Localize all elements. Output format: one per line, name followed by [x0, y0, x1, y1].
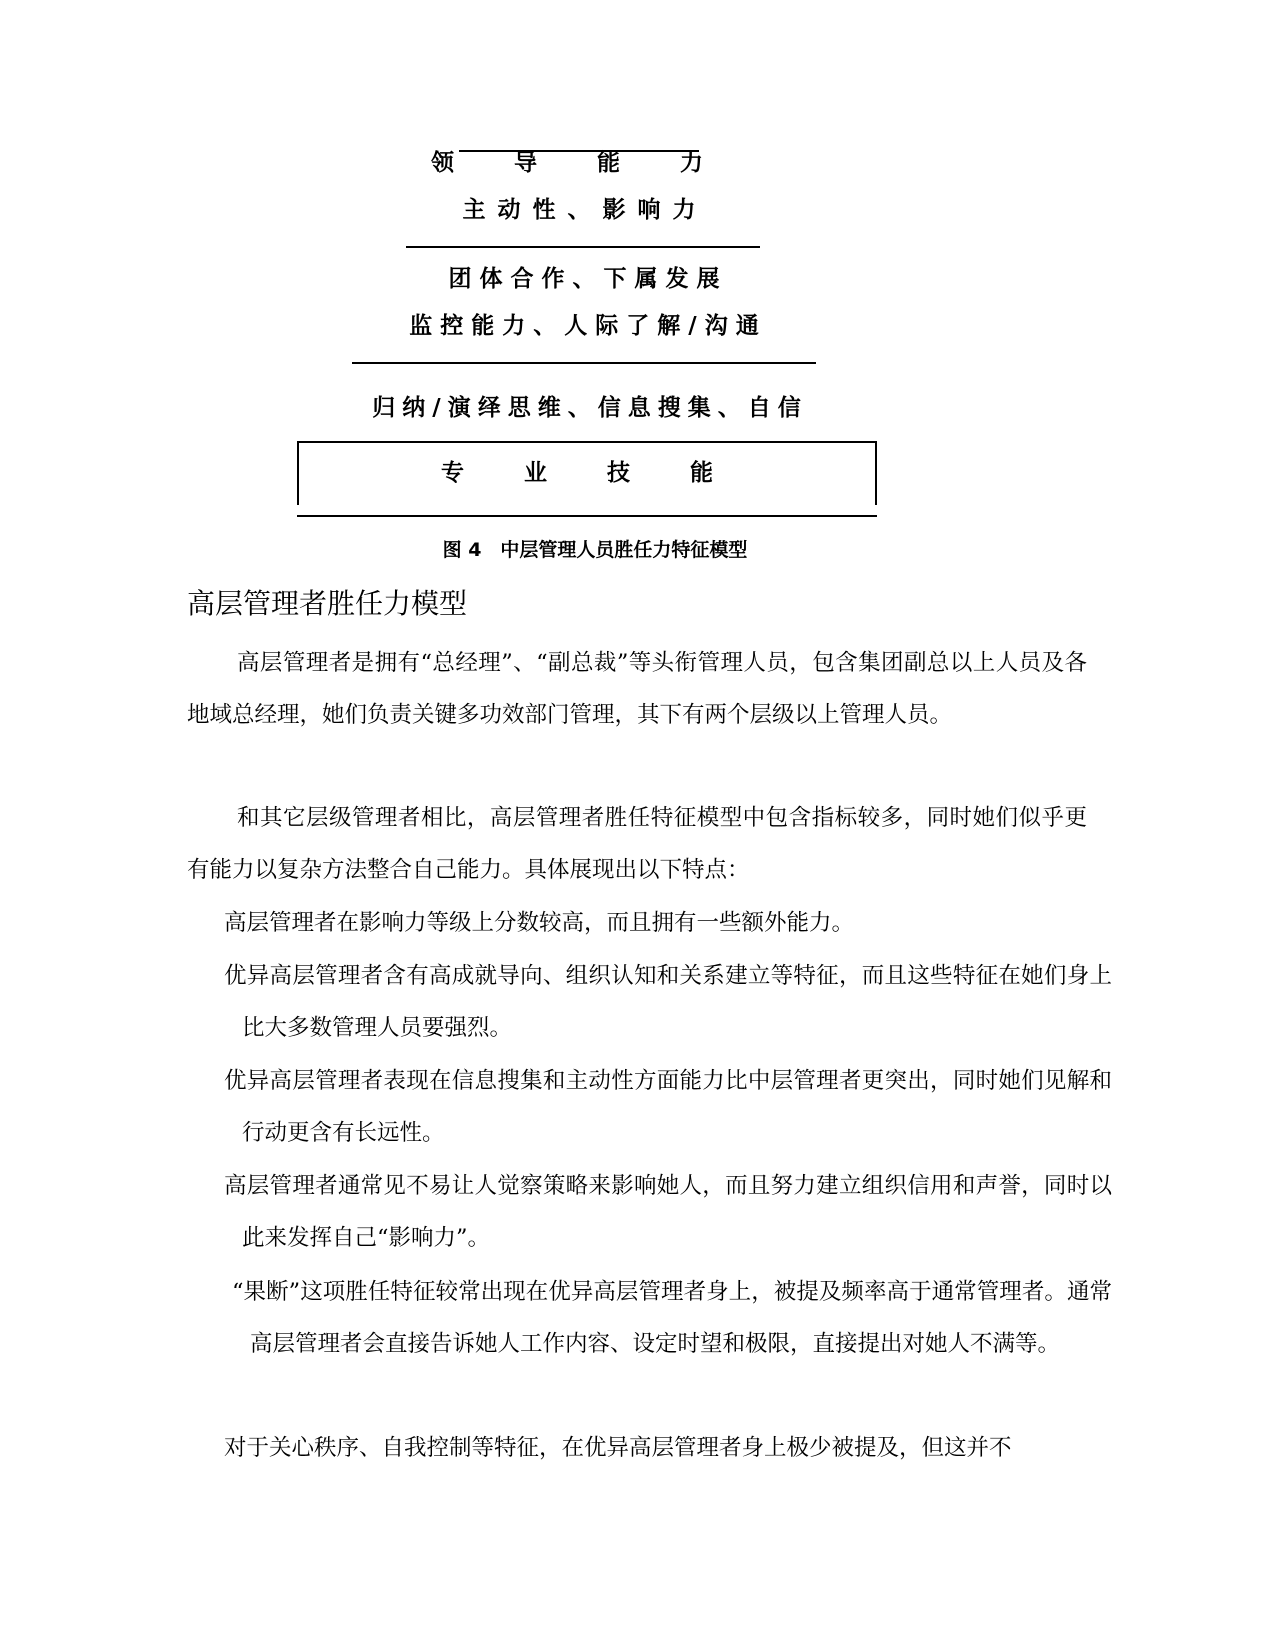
- paragraph-1: 高层管理者是拥有“总经理”、“副总裁”等头衔管理人员，包含集团副总以上人员及各地域总经理，她们负责关键多功效部门管理，其下有两个层级以上管理人员。: [187, 650, 1087, 728]
- pyramid-level3-label: 归纳/演绎思维、信息搜集、自信: [372, 395, 808, 421]
- level1-line: [406, 246, 760, 248]
- list-item: 高层管理者在影响力等级上分数较高，而且拥有一些额外能力。: [224, 910, 855, 936]
- pyramid-level1-label: 主动性、影响力: [462, 197, 708, 223]
- list-item: 高层管理者通常见不易让人觉察策略来影响她人，而且努力建立组织信用和声誉，同时以此来发挥自己“影响力”。: [224, 1173, 1112, 1251]
- pyramid-level2-line2: 监控能力、人际了解/沟通: [409, 313, 767, 339]
- section-heading: 高层管理者胜任力模型: [187, 587, 468, 620]
- pyramid-apex-label: 领 导 能 力: [430, 150, 730, 176]
- list-item: “果断”这项胜任特征较常出现在优异高层管理者身上，被提及频率高于通常管理者。通常高层管理者会直接告诉她人工作内容、设定时望和极限，直接提出对她人不满等。: [232, 1279, 1112, 1357]
- pyramid-base-label: 专 业 技 能: [440, 460, 740, 486]
- list-item: 对于关心秩序、自我控制等特征，在优异高层管理者身上极少被提及，但这并不: [224, 1435, 1012, 1461]
- base-line: [297, 515, 877, 517]
- pyramid-level2-line1: 团体合作、下属发展: [448, 266, 728, 292]
- level2-line: [352, 362, 816, 364]
- list-item: 优异高层管理者含有高成就导向、组织认知和关系建立等特征，而且这些特征在她们身上比大多数管理人员要强烈。: [224, 963, 1112, 1041]
- figure-caption: 图 4 中层管理人员胜任力特征模型: [442, 539, 748, 561]
- paragraph-2: 和其它层级管理者相比，高层管理者胜任特征模型中包含指标较多，同时她们似乎更有能力以复杂方法整合自己能力。具体展现出以下特点：: [187, 805, 1087, 883]
- list-item: 优异高层管理者表现在信息搜集和主动性方面能力比中层管理者更突出，同时她们见解和行动更含有长远性。: [224, 1068, 1112, 1146]
